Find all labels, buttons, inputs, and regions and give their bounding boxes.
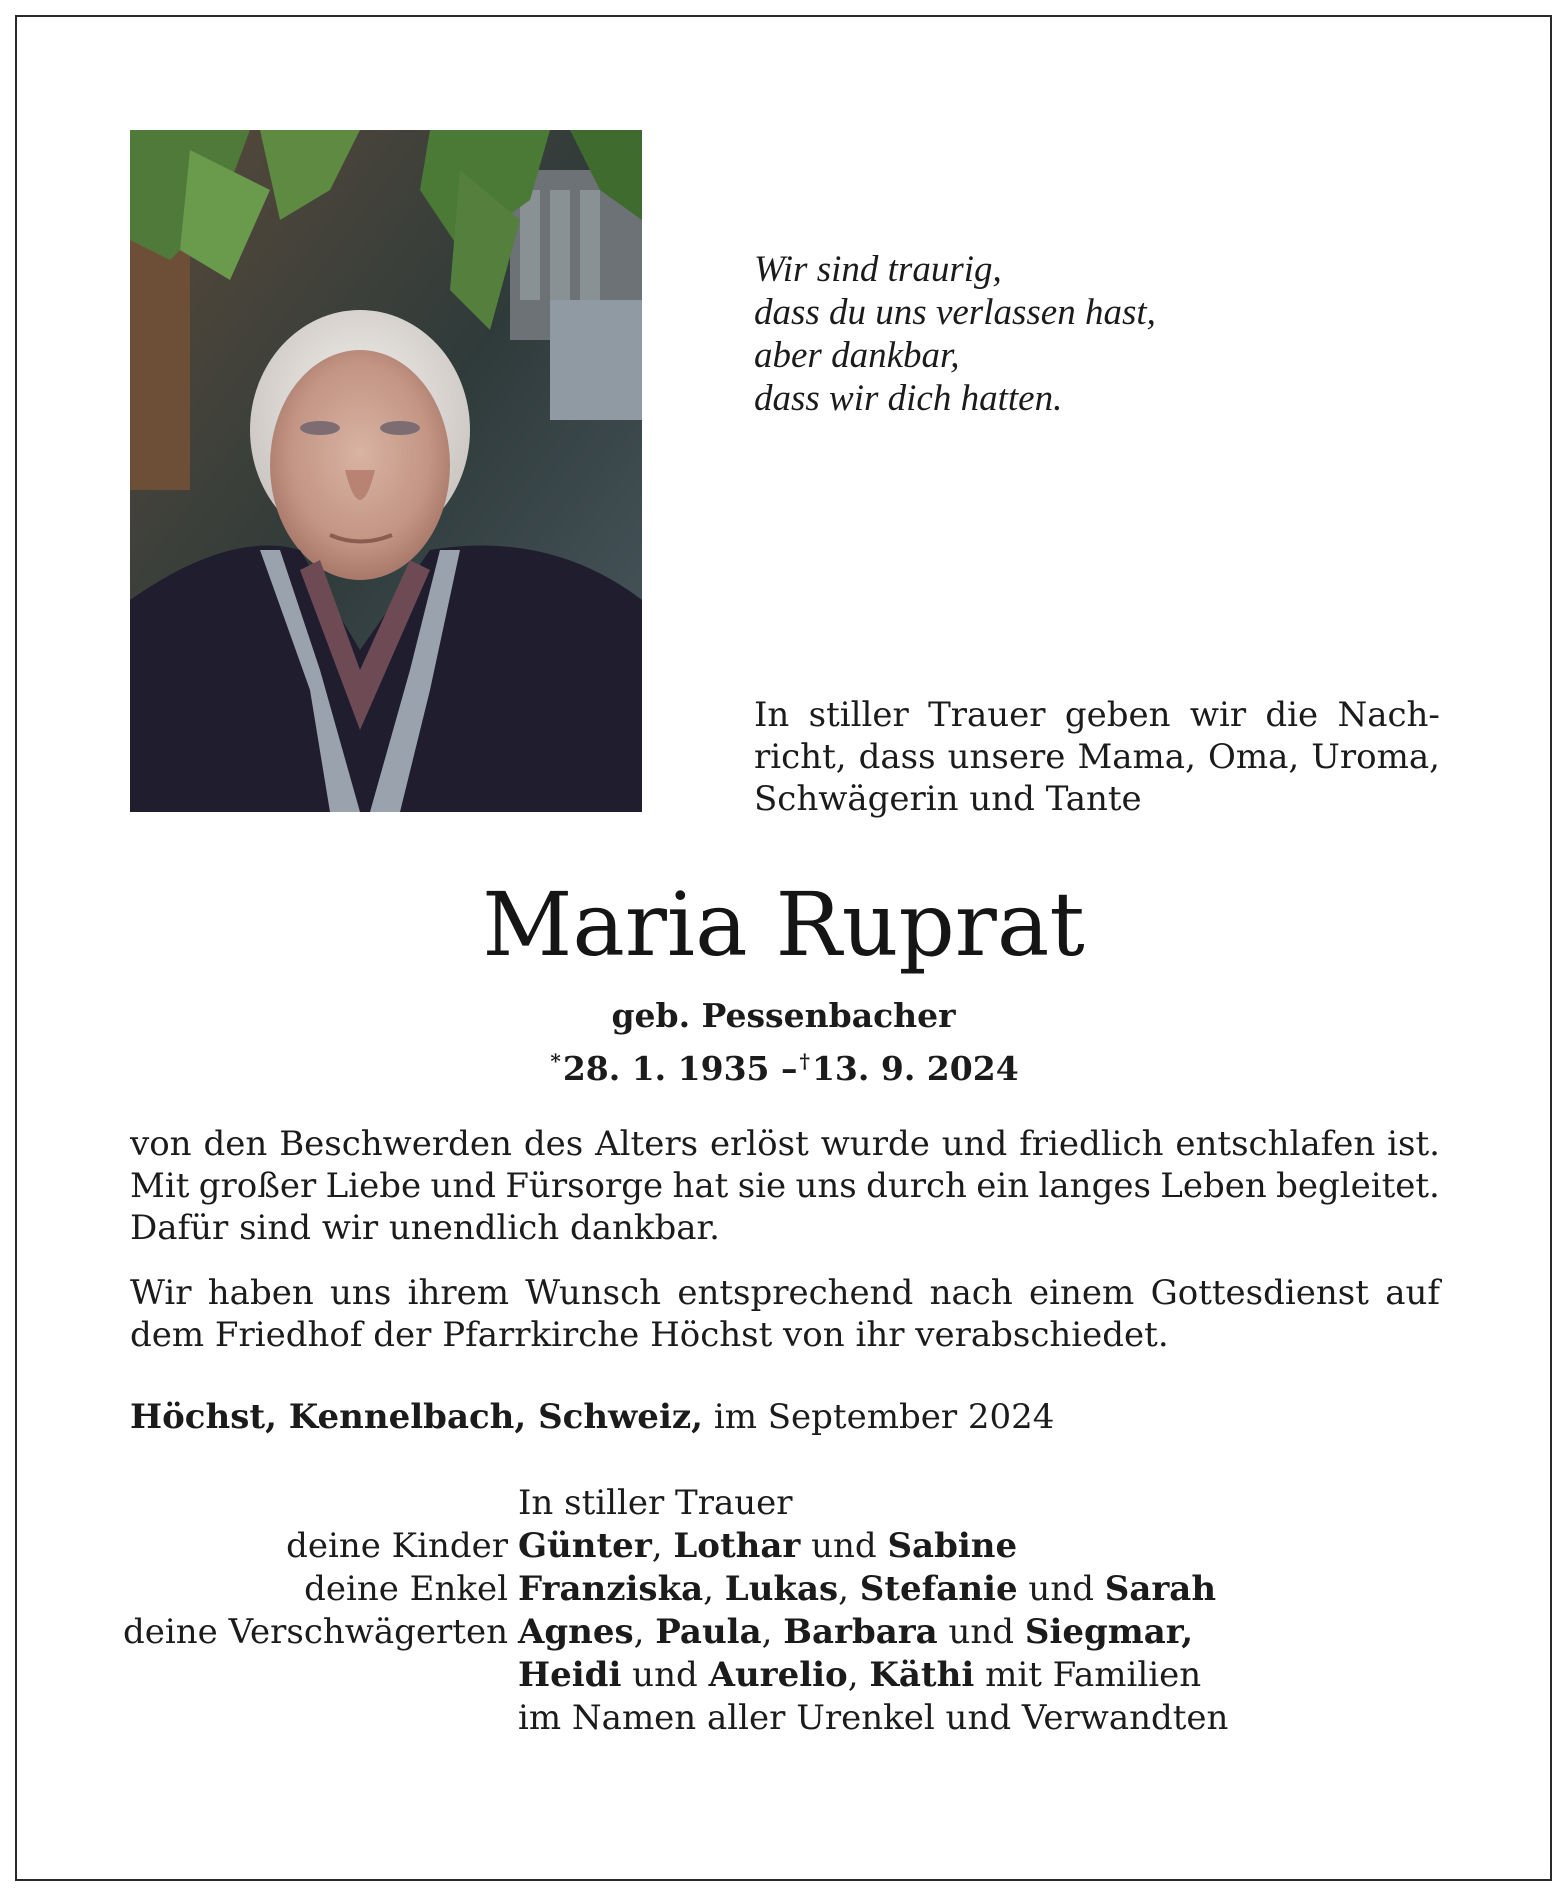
separator: und (800, 1526, 888, 1566)
name: Aurelio (708, 1655, 848, 1695)
word: Alters (595, 1124, 699, 1164)
word: langes (1038, 1166, 1151, 1206)
separator: , (703, 1569, 725, 1609)
separator: , (838, 1569, 860, 1609)
separator: , (847, 1655, 870, 1695)
separator: , (651, 1526, 674, 1566)
intro-line (754, 736, 1440, 778)
name: Lothar (673, 1526, 801, 1566)
paragraph-1 (130, 1123, 1440, 1249)
separator: und (621, 1655, 709, 1695)
separator: und (937, 1612, 1025, 1652)
name: Barbara (783, 1612, 938, 1652)
word: ein (976, 1166, 1030, 1206)
date-dash: – (781, 1049, 798, 1088)
portrait-photo (130, 130, 642, 812)
name: Siegmar (1024, 1612, 1182, 1652)
word: einem (1029, 1273, 1135, 1313)
word: des (523, 1124, 584, 1164)
life-dates (0, 1040, 1567, 1090)
inlaws-names-2 (518, 1654, 1201, 1697)
word: friedlich (1019, 1124, 1164, 1164)
poem-line: aber dankbar, (754, 335, 960, 376)
name: Günter (518, 1526, 652, 1566)
children-label: deine Kinder (286, 1526, 508, 1566)
death-date: 13. 9. 2024 (811, 1049, 1019, 1088)
word: erlöst (709, 1124, 809, 1164)
paragraph-line: Dafür sind wir unendlich dankbar. (130, 1208, 720, 1248)
signatures-heading: In stiller Trauer (518, 1483, 793, 1523)
name: Franziska (518, 1569, 704, 1609)
name: Lukas (724, 1569, 839, 1609)
word: entsprechend (677, 1273, 914, 1313)
word: Oma, (1207, 737, 1300, 777)
word: sie (737, 1166, 787, 1206)
separator: , (1181, 1612, 1194, 1652)
word: auf (1385, 1273, 1440, 1313)
word: Gottesdienst (1150, 1273, 1369, 1313)
poem-line: Wir sind traurig, (754, 249, 1002, 290)
grandchildren-names (518, 1568, 1216, 1611)
name: Sarah (1104, 1569, 1217, 1609)
word: durch (866, 1166, 967, 1206)
separator: mit Familien (974, 1655, 1202, 1695)
word: Trauer (928, 695, 1046, 735)
paragraph-line: dem Friedhof der Pfarrkirche Höchst von ihr verabschiedet. (130, 1315, 1169, 1355)
paragraph-2 (130, 1272, 1440, 1356)
separator: und (1017, 1569, 1105, 1609)
portrait-image (130, 130, 642, 812)
name: Agnes (518, 1612, 634, 1652)
word: entschlafen (1175, 1124, 1376, 1164)
word: Leben (1160, 1166, 1267, 1206)
signatures (0, 1482, 1567, 1740)
intro-line (754, 694, 1440, 736)
places: Höchst, Kennelbach, Schweiz, (130, 1397, 704, 1437)
word: und (941, 1124, 1008, 1164)
place-date (130, 1396, 1054, 1438)
word: hat (672, 1166, 729, 1206)
intro-text (754, 694, 1440, 820)
word: geben (1064, 695, 1171, 735)
word: richt, (754, 737, 847, 777)
word: ist. (1387, 1124, 1440, 1164)
birth-name: geb. Pessenbacher (611, 996, 956, 1035)
name: Käthi (869, 1655, 975, 1695)
grandchildren-label: deine Enkel (304, 1569, 508, 1609)
deceased-name: Maria Ruprat (482, 873, 1085, 976)
poem (754, 248, 1374, 420)
birth-date: 28. 1. 1935 (562, 1049, 770, 1088)
inlaws-label: deine Verschwägerten (123, 1612, 508, 1652)
closing-line: im Namen aller Urenkel und Verwandten (518, 1698, 1229, 1738)
paragraph-line (130, 1165, 1440, 1207)
word: die (1265, 695, 1319, 735)
word: Fürsorge (505, 1166, 664, 1206)
word: Beschwerden (279, 1124, 512, 1164)
word: Nach- (1337, 695, 1440, 735)
word: großer (198, 1166, 317, 1206)
separator: , (633, 1612, 656, 1652)
inlaws-names (518, 1611, 1193, 1654)
word: In (754, 695, 790, 735)
poem-line: dass wir dich hatten. (754, 378, 1063, 419)
word: nach (929, 1273, 1013, 1313)
word: Uroma, (1311, 737, 1440, 777)
separator: , (761, 1612, 784, 1652)
name: Sabine (887, 1526, 1018, 1566)
word: Mama, (1077, 737, 1196, 777)
birth-symbol: * (550, 1049, 561, 1073)
word: Wunsch (525, 1273, 662, 1313)
intro-line: Schwägerin und Tante (754, 779, 1142, 819)
word: wir (1189, 695, 1247, 735)
name: Stefanie (859, 1569, 1018, 1609)
paragraph-line (130, 1272, 1440, 1314)
word: Wir (130, 1273, 192, 1313)
word: von (130, 1124, 192, 1164)
name: Paula (655, 1612, 762, 1652)
word: uns (795, 1166, 857, 1206)
word: stiller (808, 695, 909, 735)
word: Liebe (325, 1166, 422, 1206)
name: Heidi (518, 1655, 622, 1695)
word: und (430, 1166, 496, 1206)
notice-date: im September 2024 (713, 1397, 1055, 1437)
word: uns (330, 1273, 392, 1313)
word: haben (207, 1273, 314, 1313)
paragraph-line (130, 1123, 1440, 1165)
word: ihrem (407, 1273, 509, 1313)
word: den (203, 1124, 268, 1164)
children-names (518, 1525, 1017, 1568)
word: dass (858, 737, 936, 777)
word: wurde (820, 1124, 930, 1164)
death-symbol: † (799, 1049, 810, 1073)
poem-line: dass du uns verlassen hast, (754, 292, 1156, 333)
word: begleitet. (1276, 1166, 1440, 1206)
word: unsere (947, 737, 1066, 777)
word: Mit (130, 1166, 190, 1206)
